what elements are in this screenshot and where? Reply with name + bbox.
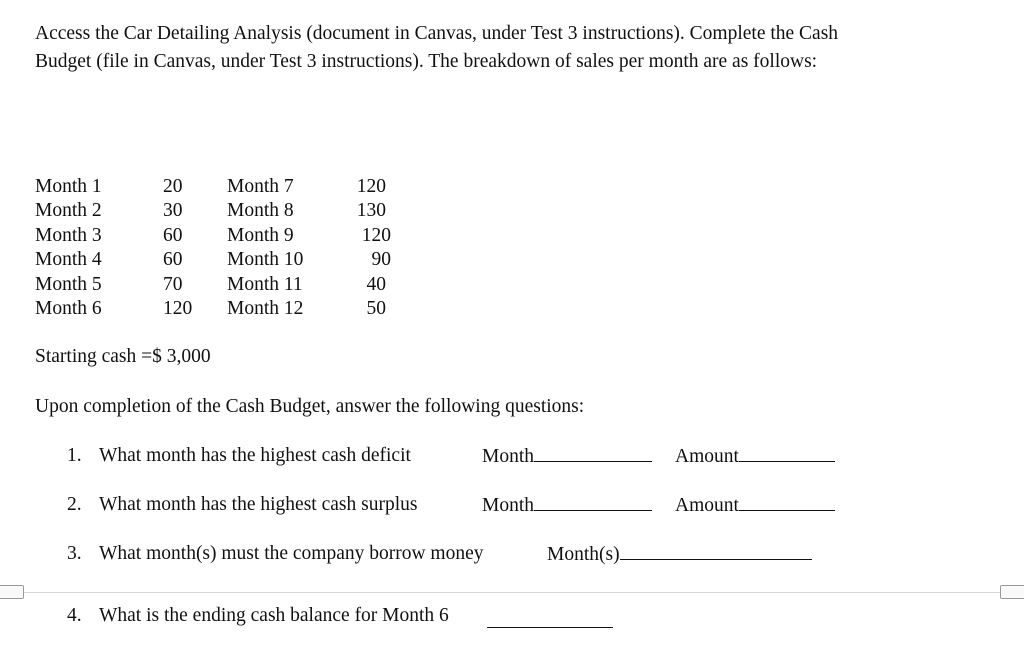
question-2 [67, 493, 417, 517]
answer-month-1 [482, 444, 652, 469]
sales-value: 40 [366, 274, 386, 295]
answer-label: Month(s) [547, 544, 620, 565]
sales-value: 90 [371, 249, 391, 270]
answer-blank[interactable] [620, 542, 812, 560]
question-text: What month has the highest cash deficit [99, 445, 411, 466]
question-number: 2. [67, 494, 82, 515]
answer-label: Amount [675, 446, 739, 467]
answer-blank[interactable] [739, 493, 835, 511]
question-text: What month has the highest cash surplus [99, 494, 418, 515]
page-break-line [0, 592, 1024, 593]
sales-value: 120 [361, 225, 391, 246]
sales-month-label: Month 6 [35, 298, 102, 319]
sales-month-label: Month 12 [227, 298, 304, 319]
answer-label: Month [482, 446, 535, 467]
sales-value: 60 [163, 249, 183, 270]
sales-value: 130 [356, 200, 386, 221]
answer-amount-1 [675, 444, 835, 469]
page-break-left-marker [0, 585, 24, 599]
answer-month-2 [482, 493, 652, 518]
question-number: 3. [67, 543, 82, 564]
question-1 [67, 444, 411, 468]
sales-month-label: Month 11 [227, 274, 303, 295]
starting-cash: Starting cash =$ 3,000 [35, 346, 211, 367]
question-text: What is the ending cash balance for Month 6 [99, 605, 449, 626]
question-text: What month(s) must the company borrow money [99, 543, 484, 564]
sales-value: 70 [163, 274, 183, 295]
sales-month-label: Month 8 [227, 200, 294, 221]
sales-month-label: Month 5 [35, 274, 102, 295]
sales-month-label: Month 9 [227, 225, 294, 246]
sales-value: 30 [163, 200, 183, 221]
instruction-text: Upon completion of the Cash Budget, answer the following questions: [35, 396, 585, 417]
answer-label: Month [482, 495, 535, 516]
sales-value: 120 [163, 298, 193, 319]
answer-label: Amount [675, 495, 739, 516]
answer-blank[interactable] [534, 493, 652, 511]
sales-month-label: Month 7 [227, 176, 294, 197]
question-number: 4. [67, 605, 82, 626]
answer-blank[interactable] [487, 610, 613, 628]
answer-blank[interactable] [534, 444, 652, 462]
sales-value: 120 [356, 176, 386, 197]
sales-month-label: Month 1 [35, 176, 102, 197]
answer-blank[interactable] [739, 444, 835, 462]
question-4 [67, 604, 449, 628]
sales-value: 50 [366, 298, 386, 319]
page-break-right-marker [1000, 585, 1024, 599]
sales-value: 60 [163, 225, 183, 246]
sales-month-label: Month 10 [227, 249, 304, 270]
answer-months-3 [547, 542, 812, 567]
sales-month-label: Month 3 [35, 225, 102, 246]
question-number: 1. [67, 445, 82, 466]
question-3 [67, 542, 484, 566]
sales-value: 20 [163, 176, 183, 197]
sales-month-label: Month 4 [35, 249, 102, 270]
sales-month-label: Month 2 [35, 200, 102, 221]
answer-amount-2 [675, 493, 835, 518]
intro-paragraph: Access the Car Detailing Analysis (document in Canvas, under Test 3 instructions). Complete the Cash Budget (file in Canvas, under Test 3 instructions). The breakdown of sales per month are as follows: [35, 23, 839, 72]
